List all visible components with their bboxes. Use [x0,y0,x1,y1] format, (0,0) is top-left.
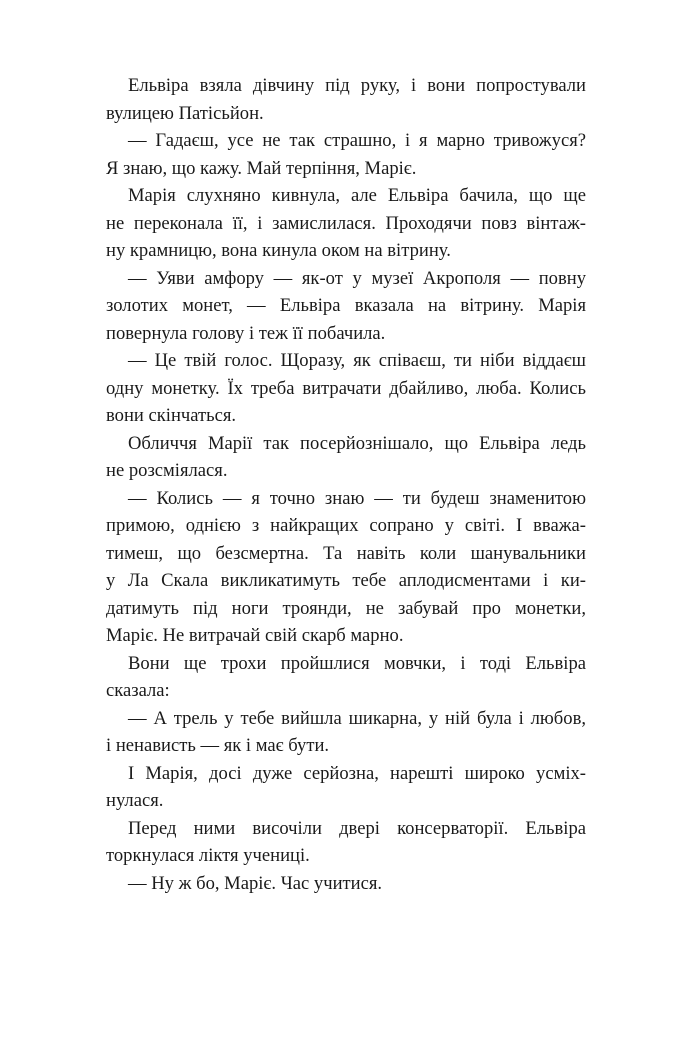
text-line: вони скінчаться. [106,405,237,426]
page-text [106,72,586,897]
text-line: не переконала її, і замислилася. Проходячи повз вінтаж- [106,212,586,234]
text-line: одну монетку. Їх треба витрачати дбайливо, люба. Колись [106,377,586,399]
text-line: торкнулася ліктя учениці. [106,845,310,866]
text-line: вулицею Патісьйон. [106,102,264,124]
text-line: датимуть під ноги троянди, не забувай про монетки, [106,597,586,619]
text-line: — Гадаєш, усе не так страшно, і я марно тривожуся? [128,130,586,151]
text-line: — Це твій голос. Щоразу, як співаєш, ти ніби віддаєш [128,350,586,371]
text-line: повернула голову і теж її побачила. [106,322,386,344]
text-line: Марія слухняно кивнула, але Ельвіра бачила, що ще [128,185,586,206]
text-line: — Ну ж бо, Маріє. Час учитися. [128,872,383,894]
text-line: — А трель у тебе вийшла шикарна, у ній була і любов, [128,707,586,729]
text-line: нулася. [106,790,164,811]
text-line: примою, однією з найкращих сопрано у світі. І вважа- [106,515,586,536]
text-line: не розсміялася. [106,460,228,481]
text-line: ну крамницю, вона кинула оком на вітрину. [106,240,451,261]
text-line: Я знаю, що кажу. Май терпіння, Маріє. [106,157,417,179]
text-line: у Ла Скала викликатимуть тебе аплодисментами і ки- [106,570,586,591]
text-line: Ельвіра взяла дівчину під руку, і вони попростували [128,75,586,96]
text-line: тимеш, що безсмертна. Та навіть коли шанувальники [106,542,586,564]
text-line: Маріє. Не витрачай свій скарб марно. [106,625,404,646]
text-line: Перед ними височіли двері консерваторії. Ельвіра [128,817,586,839]
text-line: Обличчя Марії так посерйознішало, що Ельвіра ледь [128,432,586,454]
text-line: — Уяви амфору — як-от у музеї Акрополя — повну [128,267,586,289]
text-line: І Марія, досі дуже серйозна, нарешті широко усміх- [128,762,586,784]
text-line: — Колись — я точно знаю — ти будеш знаменитою [128,487,586,509]
text-line: і ненависть — як і має бути. [106,735,330,756]
text-line: золотих монет, — Ельвіра вказала на вітрину. Марія [106,295,586,316]
text-line: Вони ще трохи пройшлися мовчки, і тоді Ельвіра [128,652,586,674]
text-line: сказала: [106,680,170,701]
